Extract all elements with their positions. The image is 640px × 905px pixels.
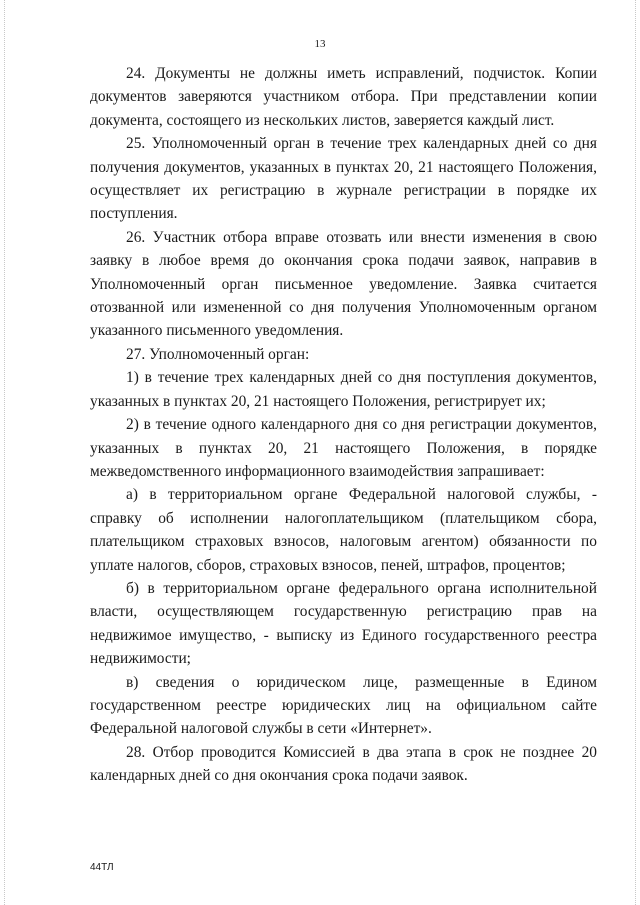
scan-edge-left — [4, 0, 5, 905]
paragraph-27-item-2v: в) сведения о юридическом лице, размещенные в Едином государственном реестре юридических лиц на официальном сайте Федеральной налоговой службы в сети «Интернет». — [90, 673, 597, 738]
paragraph-27-item-2: 2) в течение одного календарного дня со дня регистрации документов, указанных в пунктах 20, 21 настоящего Положения, в порядке межведомственного информационного взаимодействия запрашивает: — [90, 416, 597, 480]
paragraph-27-item-1: 1) в течение трех календарных дней со дня поступления документов, указанных в пунктах 20, 21 настоящего Положения, регистрирует их; — [90, 369, 597, 410]
paragraph-25: 25. Уполномоченный орган в течение трех календарных дней со дня получения документов, указанных в пунктах 20, 21 настоящего Положения, осуществляет их регистрацию в журнале регистрации в порядке их поступления. — [90, 135, 597, 223]
paragraph-27: 27. Уполномоченный орган: — [126, 345, 310, 363]
paragraph-27-item-2b: б) в территориальном органе федерального органа исполнительной власти, осуществляющем государственную регистрацию прав на недвижимое имущество, - выписку из Единого государственного реестра недвижимости; — [90, 579, 597, 668]
paragraph-24: 24. Документы не должны иметь исправлений, подчисток. Копии документов заверяются участником отбора. При представлении копии документа, состоящего из нескольких листов, заверяется каждый лист. — [90, 65, 597, 129]
scan-edge-right — [635, 0, 636, 905]
footer-document-code: 44ТЛ — [90, 862, 114, 873]
paragraph-27-item-2a: а) в территориальном органе Федеральной налоговой службы, - справку об исполнении налогоплательщиком (плательщиком сбора, плательщиком страховых взносов, налоговым агентом) обязанности по уплате налогов, сборов, страховых взносов, пеней, штрафов, процентов; — [90, 486, 597, 574]
page-number: 13 — [314, 38, 326, 50]
paragraph-28: 28. Отбор проводится Комиссией в два этапа в срок не позднее 20 календарных дней со дня окончания срока подачи заявок. — [90, 743, 597, 785]
paragraph-26: 26. Участник отбора вправе отозвать или внести изменения в свою заявку в любое время до окончания срока подачи заявок, направив в Уполномоченный орган письменное уведомление. Заявка считается отозванной или измененной со дня получения Уполномоченным органом указанного письменного уведомления. — [90, 228, 597, 340]
document-body — [90, 62, 597, 788]
